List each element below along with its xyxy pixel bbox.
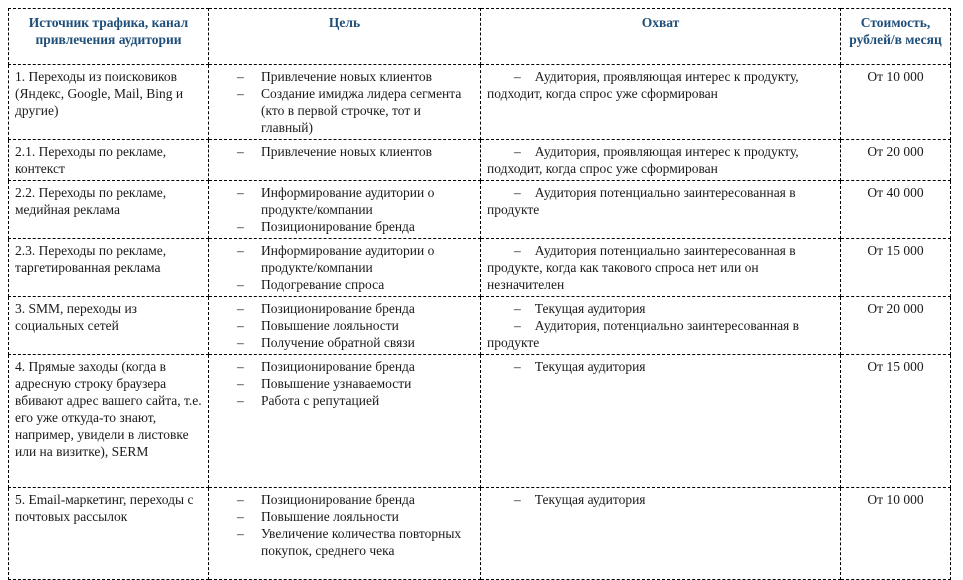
goal-item-label: Повышение узнаваемости xyxy=(261,376,412,391)
cost-cell: От 20 000 xyxy=(841,140,951,181)
reach-item xyxy=(487,68,834,102)
source-cell: 5. Email-маркетинг, переходы с почтовых рассылок xyxy=(9,488,209,580)
goal-item xyxy=(215,375,474,392)
goal-item xyxy=(215,334,474,351)
dash-marker-icon: – xyxy=(514,301,521,316)
goal-item-label: Повышение лояльности xyxy=(261,509,399,524)
goal-item-label: Позиционирование бренда xyxy=(261,301,415,316)
goal-item xyxy=(215,218,474,235)
goal-item xyxy=(215,300,474,317)
goal-item-label: Работа с репутацией xyxy=(261,393,380,408)
column-header-goal: Цель xyxy=(209,9,481,65)
reach-cell xyxy=(481,488,841,580)
cost-cell: От 20 000 xyxy=(841,297,951,355)
goal-item-label: Создание имиджа лидера сегмента (кто в первой строчке, тот и главный) xyxy=(261,86,462,135)
dash-marker-icon: – xyxy=(514,69,521,84)
goal-cell xyxy=(209,140,481,181)
table-body xyxy=(9,65,951,580)
dash-marker-icon: – xyxy=(514,492,521,507)
goal-item-label: Привлечение новых клиентов xyxy=(261,69,433,84)
reach-item-label: Аудитория, проявляющая интерес к продукту, подходит, когда спрос уже сформирован xyxy=(487,144,799,176)
table-row xyxy=(9,488,951,580)
goal-cell xyxy=(209,65,481,140)
dash-marker-icon: – xyxy=(237,526,244,541)
table-row xyxy=(9,297,951,355)
goal-item xyxy=(215,85,474,136)
cost-cell: От 10 000 xyxy=(841,65,951,140)
goal-cell xyxy=(209,181,481,239)
dash-marker-icon: – xyxy=(237,86,244,101)
dash-marker-icon: – xyxy=(237,277,244,292)
dash-marker-icon: – xyxy=(514,144,521,159)
reach-cell xyxy=(481,65,841,140)
dash-marker-icon: – xyxy=(237,393,244,408)
goal-item-label: Позиционирование бренда xyxy=(261,492,415,507)
dash-marker-icon: – xyxy=(514,359,521,374)
dash-marker-icon: – xyxy=(514,318,521,333)
source-cell: 2.2. Переходы по рекламе, медийная реклама xyxy=(9,181,209,239)
goal-cell xyxy=(209,355,481,488)
dash-marker-icon: – xyxy=(514,243,521,258)
goal-item-label: Информирование аудитории о продукте/компании xyxy=(261,243,435,275)
header-row xyxy=(9,9,951,65)
dash-marker-icon: – xyxy=(237,318,244,333)
dash-marker-icon: – xyxy=(237,492,244,507)
dash-marker-icon: – xyxy=(237,243,244,258)
reach-item xyxy=(487,358,834,375)
reach-item xyxy=(487,242,834,293)
goal-item-label: Подогревание спроса xyxy=(261,277,385,292)
reach-item-label: Аудитория, проявляющая интерес к продукту, подходит, когда спрос уже сформирован xyxy=(487,69,799,101)
reach-item xyxy=(487,143,834,177)
table-row xyxy=(9,65,951,140)
reach-item-label: Текущая аудитория xyxy=(534,359,646,374)
goal-item xyxy=(215,143,474,160)
reach-cell xyxy=(481,297,841,355)
dash-marker-icon: – xyxy=(237,301,244,316)
goal-item-label: Позиционирование бренда xyxy=(261,219,415,234)
goal-item xyxy=(215,525,474,559)
goal-item xyxy=(215,184,474,218)
reach-item-label: Аудитория потенциально заинтересованная в продукте, когда как такового спроса нет или он незначителен xyxy=(487,243,796,292)
reach-item xyxy=(487,491,834,508)
reach-item xyxy=(487,317,834,351)
reach-item xyxy=(487,184,834,218)
reach-item-label: Аудитория потенциально заинтересованная в продукте xyxy=(487,185,796,217)
source-cell: 2.1. Переходы по рекламе, контекст xyxy=(9,140,209,181)
cost-cell: От 15 000 xyxy=(841,355,951,488)
goal-item xyxy=(215,392,474,409)
cost-cell: От 15 000 xyxy=(841,239,951,297)
dash-marker-icon: – xyxy=(514,185,521,200)
dash-marker-icon: – xyxy=(237,69,244,84)
source-cell: 2.3. Переходы по рекламе, таргетированная реклама xyxy=(9,239,209,297)
goal-item-label: Информирование аудитории о продукте/компании xyxy=(261,185,435,217)
source-cell: 4. Прямые заходы (когда в адресную строку браузера вбивают адрес вашего сайта, т.е. его уже откуда-то знают, например, увидели в листовке или на визитке), SERM xyxy=(9,355,209,488)
dash-marker-icon: – xyxy=(237,335,244,350)
reach-cell xyxy=(481,140,841,181)
goal-item-label: Увеличение количества повторных покупок, среднего чека xyxy=(261,526,462,558)
reach-item xyxy=(487,300,834,317)
reach-item-label: Текущая аудитория xyxy=(534,301,646,316)
dash-marker-icon: – xyxy=(237,359,244,374)
table-row xyxy=(9,355,951,488)
goal-cell xyxy=(209,297,481,355)
goal-item xyxy=(215,508,474,525)
goal-item xyxy=(215,358,474,375)
column-header-source: Источник трафика, канал привлечения аудитории xyxy=(9,9,209,65)
reach-cell xyxy=(481,239,841,297)
goal-item xyxy=(215,242,474,276)
reach-cell xyxy=(481,355,841,488)
traffic-sources-table xyxy=(8,8,951,580)
goal-item-label: Привлечение новых клиентов xyxy=(261,144,433,159)
goal-item xyxy=(215,276,474,293)
goal-item-label: Получение обратной связи xyxy=(261,335,415,350)
source-cell: 3. SMM, переходы из социальных сетей xyxy=(9,297,209,355)
dash-marker-icon: – xyxy=(237,144,244,159)
goal-item xyxy=(215,491,474,508)
dash-marker-icon: – xyxy=(237,185,244,200)
column-header-cost: Стоимость, рублей/в месяц xyxy=(841,9,951,65)
reach-item-label: Текущая аудитория xyxy=(534,492,646,507)
goal-item-label: Повышение лояльности xyxy=(261,318,399,333)
table-row xyxy=(9,239,951,297)
cost-cell: От 40 000 xyxy=(841,181,951,239)
table-row xyxy=(9,140,951,181)
goal-cell xyxy=(209,239,481,297)
dash-marker-icon: – xyxy=(237,219,244,234)
goal-cell xyxy=(209,488,481,580)
dash-marker-icon: – xyxy=(237,509,244,524)
dash-marker-icon: – xyxy=(237,376,244,391)
source-cell: 1. Переходы из поисковиков (Яндекс, Google, Mail, Bing и другие) xyxy=(9,65,209,140)
goal-item xyxy=(215,317,474,334)
goal-item-label: Позиционирование бренда xyxy=(261,359,415,374)
reach-item-label: Аудитория, потенциально заинтересованная в продукте xyxy=(487,318,800,350)
column-header-reach: Охват xyxy=(481,9,841,65)
goal-item xyxy=(215,68,474,85)
reach-cell xyxy=(481,181,841,239)
table-row xyxy=(9,181,951,239)
cost-cell: От 10 000 xyxy=(841,488,951,580)
